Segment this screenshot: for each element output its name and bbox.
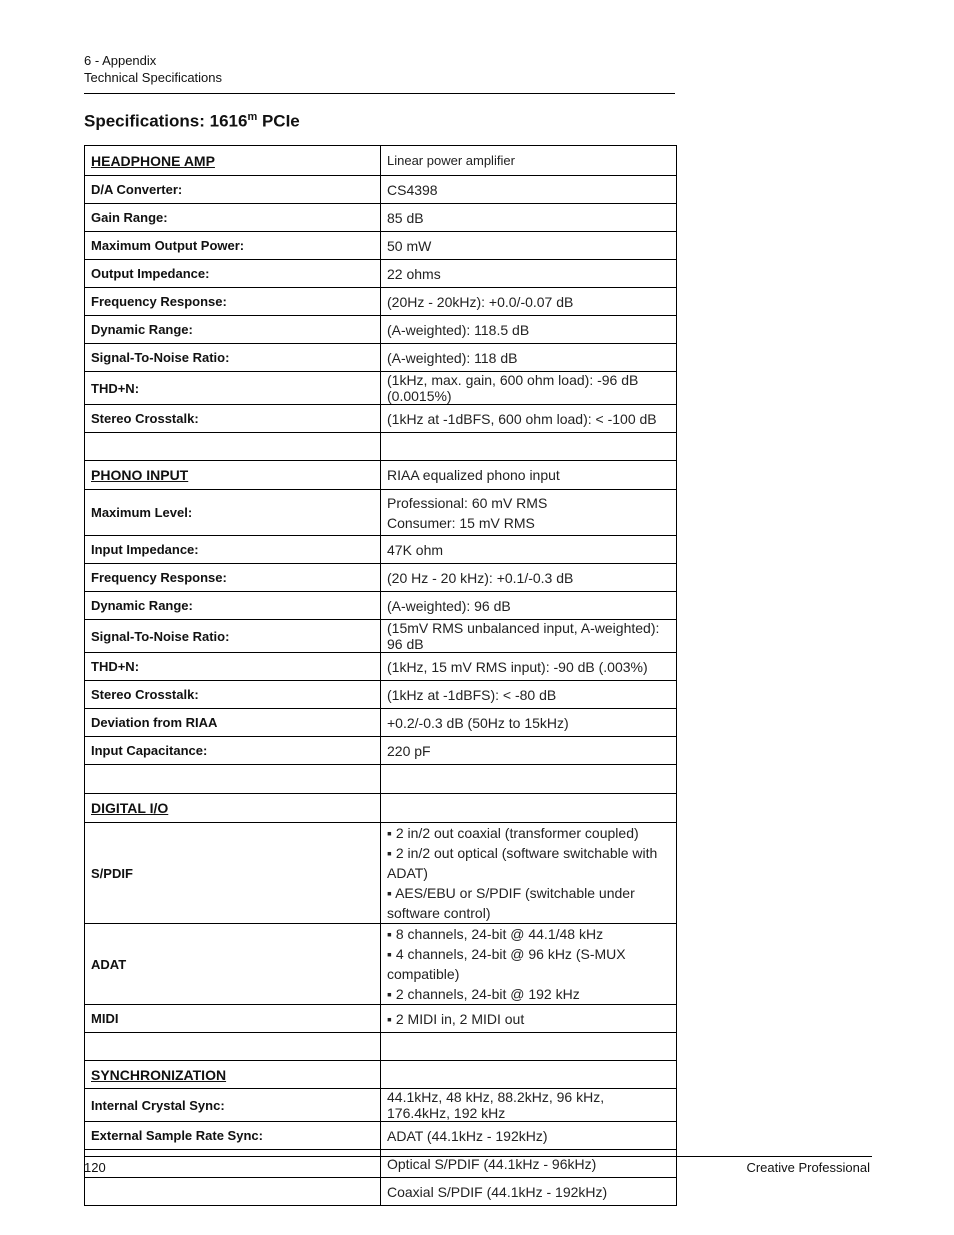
row-label: [85, 1150, 381, 1178]
section-heading-headphone: HEADPHONE AMP: [85, 146, 381, 176]
row-label: MIDI: [85, 1005, 381, 1033]
table-row: [85, 1061, 677, 1089]
table-row: [85, 564, 677, 592]
spacer-row: [85, 1033, 677, 1061]
row-value: (20Hz - 20kHz): +0.0/-0.07 dB: [381, 288, 677, 316]
table-row: [85, 176, 677, 204]
table-row: [85, 681, 677, 709]
table-row: [85, 288, 677, 316]
table-row: [85, 344, 677, 372]
row-label: Stereo Crosstalk:: [85, 405, 381, 433]
table-row: [85, 794, 677, 823]
row-value: Coaxial S/PDIF (44.1kHz - 192kHz): [381, 1178, 677, 1206]
section-value: RIAA equalized phono input: [381, 461, 677, 490]
page-number: 120: [84, 1160, 106, 1175]
row-value: (1kHz, max. gain, 600 ohm load): -96 dB (0.0015%): [381, 372, 677, 405]
row-value: ▪ 2 in/2 out coaxial (transformer coupled) ▪ 2 in/2 out optical (software switchable with ADAT) ▪ AES/EBU or S/PDIF (switchable under software control): [381, 823, 677, 924]
section-value: Linear power amplifier: [381, 146, 677, 176]
row-value: (1kHz at -1dBFS, 600 ohm load): < -100 dB: [381, 405, 677, 433]
row-value: 50 mW: [381, 232, 677, 260]
table-row: [85, 1089, 677, 1122]
row-label: Signal-To-Noise Ratio:: [85, 344, 381, 372]
row-label: External Sample Rate Sync:: [85, 1122, 381, 1150]
table-row: [85, 232, 677, 260]
row-value: 85 dB: [381, 204, 677, 232]
table-row: [85, 1005, 677, 1033]
row-label: THD+N:: [85, 372, 381, 405]
row-value: 44.1kHz, 48 kHz, 88.2kHz, 96 kHz, 176.4kHz, 192 kHz: [381, 1089, 677, 1122]
row-label: Internal Crystal Sync:: [85, 1089, 381, 1122]
table-row: [85, 405, 677, 433]
header-rule: [84, 93, 675, 94]
page-title: Specifications: 1616$^m$ PCIe: [84, 111, 300, 131]
table-row: [85, 620, 677, 653]
table-row: [85, 737, 677, 765]
row-value: (A-weighted): 118 dB: [381, 344, 677, 372]
row-value: CS4398: [381, 176, 677, 204]
spacer-row: [85, 433, 677, 461]
row-label: Input Impedance:: [85, 536, 381, 564]
row-label: Signal-To-Noise Ratio:: [85, 620, 381, 653]
table-row: [85, 1150, 677, 1178]
table-row: [85, 146, 677, 176]
row-value: Professional: 60 mV RMS Consumer: 15 mV RMS: [381, 490, 677, 536]
row-value: 220 pF: [381, 737, 677, 765]
row-label: Dynamic Range:: [85, 592, 381, 620]
row-label: Deviation from RIAA: [85, 709, 381, 737]
row-label: Maximum Level:: [85, 490, 381, 536]
row-value: Optical S/PDIF (44.1kHz - 96kHz): [381, 1150, 677, 1178]
table-row: [85, 924, 677, 1005]
table-row: [85, 1122, 677, 1150]
row-label: ADAT: [85, 924, 381, 1005]
table-row: [85, 490, 677, 536]
row-value: (A-weighted): 118.5 dB: [381, 316, 677, 344]
row-label: S/PDIF: [85, 823, 381, 924]
chapter-label: 6 - Appendix: [84, 53, 157, 68]
table-row: [85, 653, 677, 681]
row-value: 22 ohms: [381, 260, 677, 288]
row-label: Stereo Crosstalk:: [85, 681, 381, 709]
table-row: [85, 823, 677, 924]
row-value: ADAT (44.1kHz - 192kHz): [381, 1122, 677, 1150]
table-row: [85, 709, 677, 737]
table-row: [85, 316, 677, 344]
table-row: [85, 204, 677, 232]
row-label: Maximum Output Power:: [85, 232, 381, 260]
table-row: [85, 1178, 677, 1206]
spacer-row: [85, 765, 677, 794]
row-label: THD+N:: [85, 653, 381, 681]
row-label: Output Impedance:: [85, 260, 381, 288]
row-value: (A-weighted): 96 dB: [381, 592, 677, 620]
row-label: Input Capacitance:: [85, 737, 381, 765]
row-value: (15mV RMS unbalanced input, A-weighted): 96 dB: [381, 620, 677, 653]
section-heading-digital: DIGITAL I/O: [85, 794, 381, 823]
row-value: ▪ 8 channels, 24-bit @ 44.1/48 kHz ▪ 4 channels, 24-bit @ 96 kHz (S-MUX compatible) ▪ 2 channels, 24-bit @ 192 kHz: [381, 924, 677, 1005]
section-heading-phono: PHONO INPUT: [85, 461, 381, 490]
publisher-label: Creative Professional: [746, 1160, 870, 1175]
footer-rule: [84, 1156, 872, 1157]
row-label: Dynamic Range:: [85, 316, 381, 344]
table-row: [85, 536, 677, 564]
spec-table: [84, 145, 677, 1206]
row-value: +0.2/-0.3 dB (50Hz to 15kHz): [381, 709, 677, 737]
row-value: (1kHz at -1dBFS): < -80 dB: [381, 681, 677, 709]
row-label: Frequency Response:: [85, 564, 381, 592]
table-row: [85, 461, 677, 490]
running-header: [84, 52, 222, 86]
row-value: 47K ohm: [381, 536, 677, 564]
section-heading-sync: SYNCHRONIZATION: [85, 1061, 381, 1089]
row-label: [85, 1178, 381, 1206]
table-row: [85, 260, 677, 288]
section-label: Technical Specifications: [84, 70, 223, 85]
row-label: Frequency Response:: [85, 288, 381, 316]
row-value: (1kHz, 15 mV RMS input): -90 dB (.003%): [381, 653, 677, 681]
table-row: [85, 592, 677, 620]
table-row: [85, 372, 677, 405]
row-label: Gain Range:: [85, 204, 381, 232]
row-label: D/A Converter:: [85, 176, 381, 204]
row-value: ▪ 2 MIDI in, 2 MIDI out: [381, 1005, 677, 1033]
row-value: (20 Hz - 20 kHz): +0.1/-0.3 dB: [381, 564, 677, 592]
